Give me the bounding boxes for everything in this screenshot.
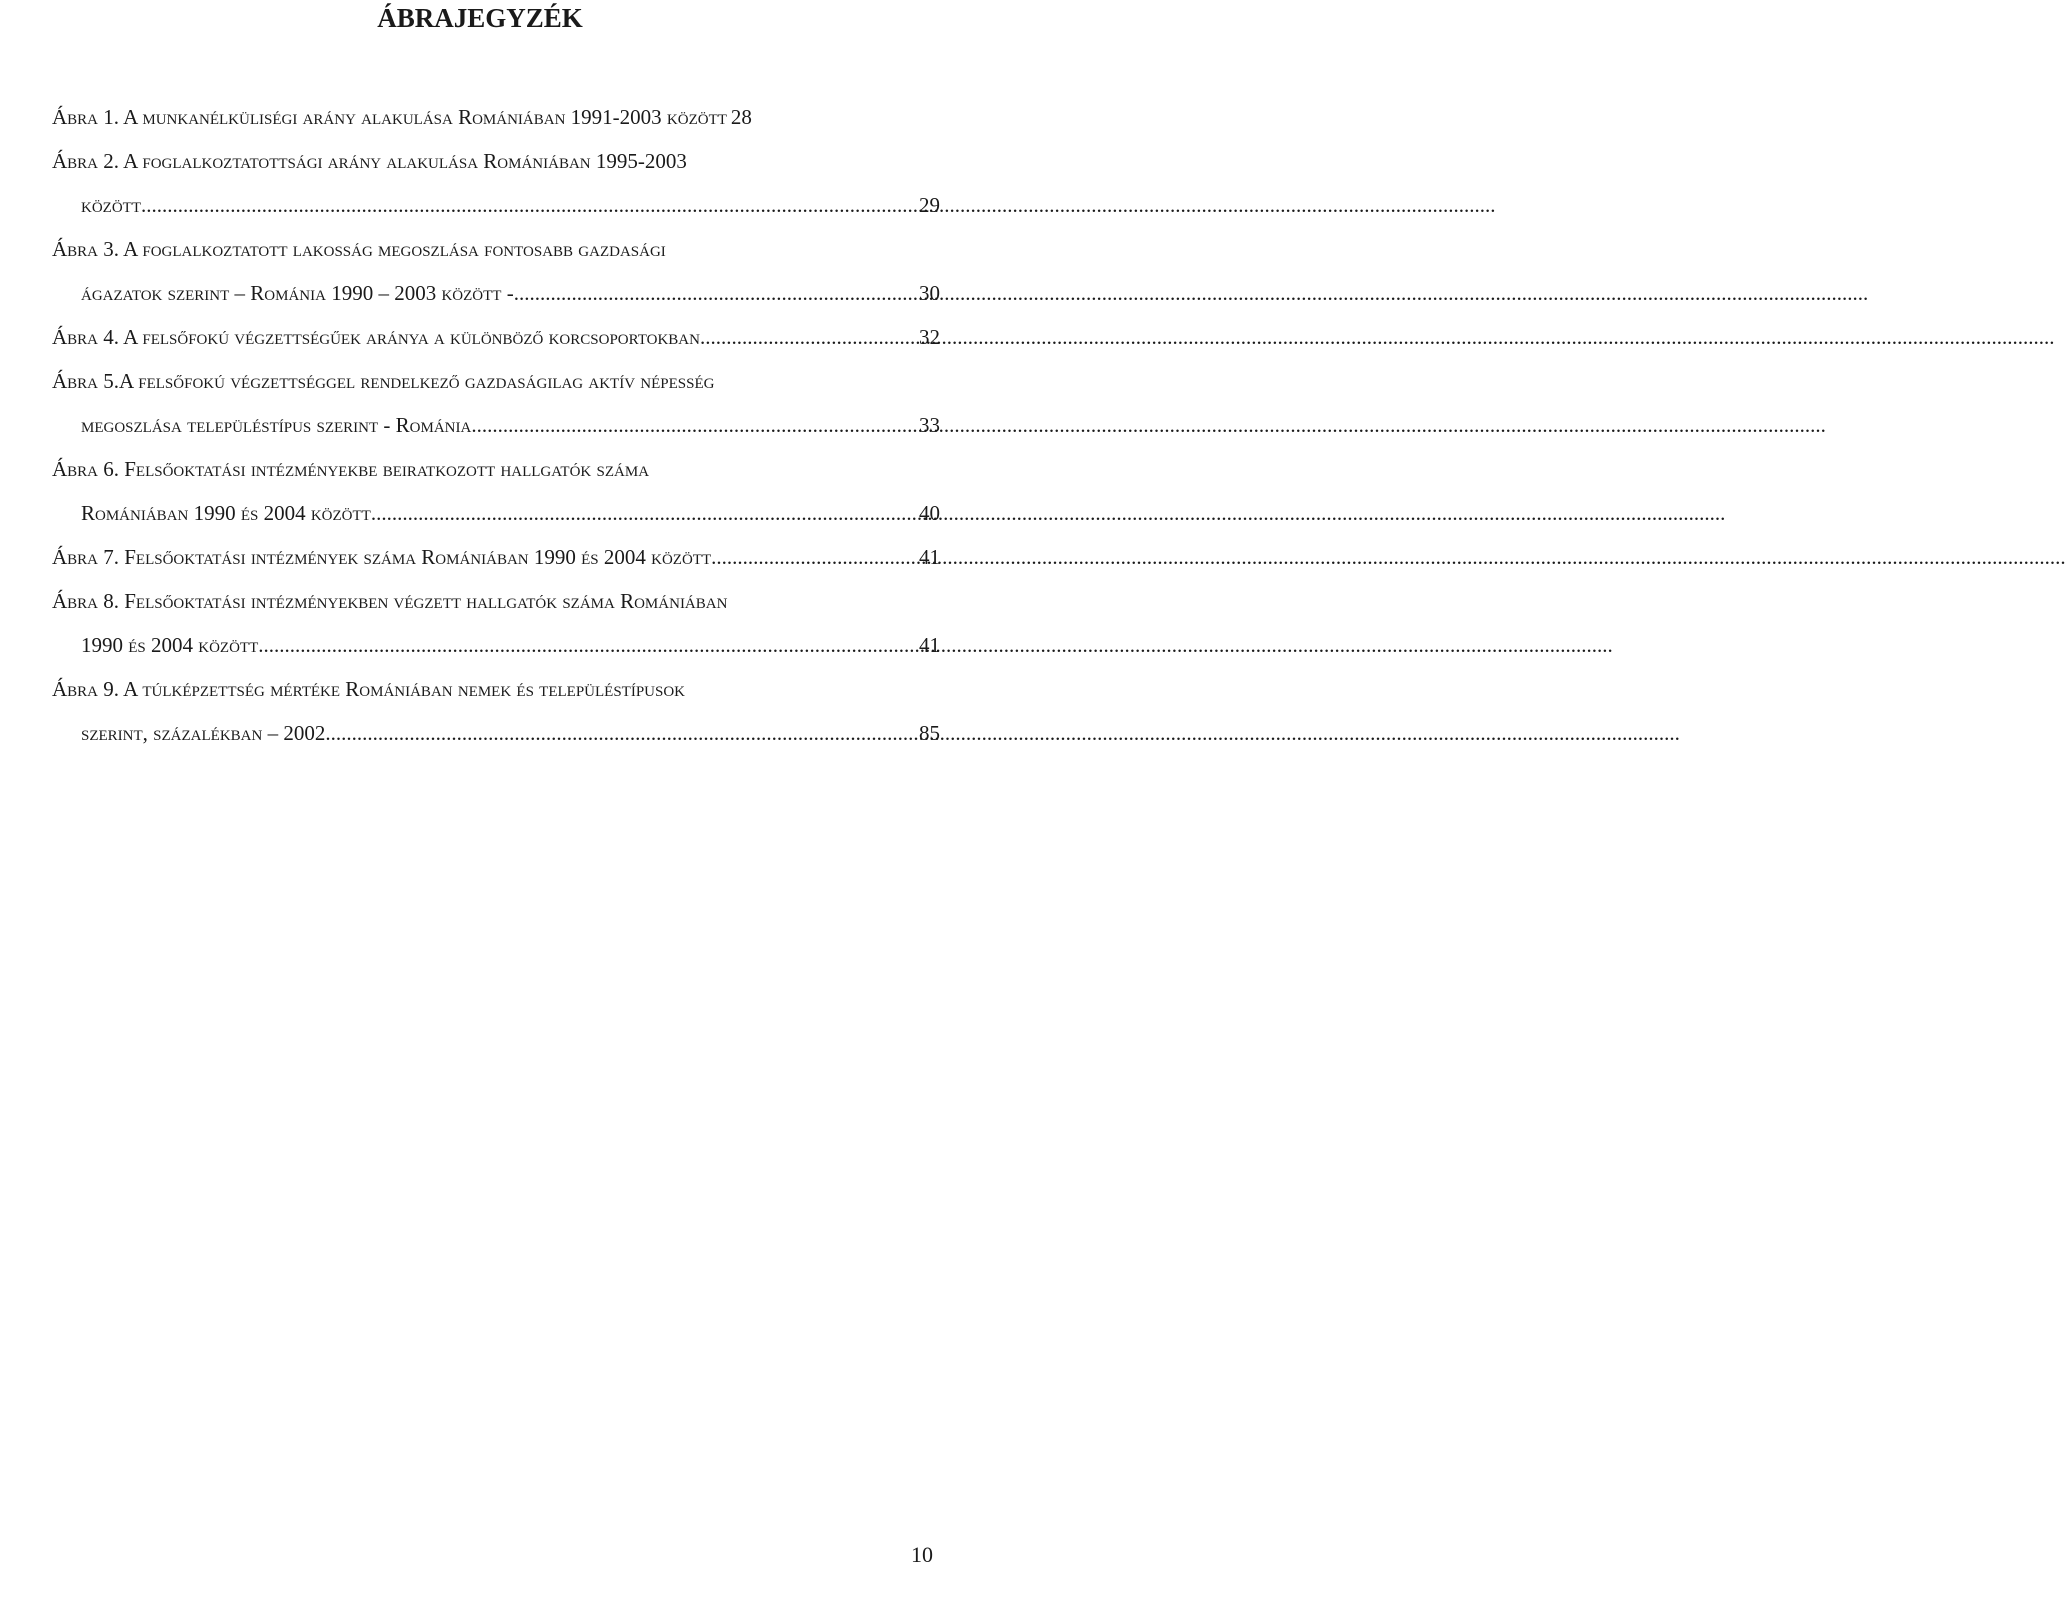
toc-entry-title-continued: megoszlása településtípus szerint - Románia <box>81 413 472 437</box>
toc-entry-page: 41 <box>919 633 940 657</box>
toc-entry-title-continued: között <box>81 193 141 217</box>
dot-leader <box>514 271 915 315</box>
toc-entry-2[interactable] <box>52 139 940 227</box>
toc-entry-page: 33 <box>919 413 940 437</box>
toc-entry-title-continued: Romániában 1990 és 2004 között <box>81 501 371 525</box>
toc-entry-title: Ábra 1. A munkanélküliségi arány alakulása Romániában 1991-2003 között <box>52 105 727 129</box>
dot-leader <box>371 491 915 535</box>
toc-entry-title: Ábra 6. Felsőoktatási intézményekbe beiratkozott hallgatók száma <box>52 457 650 481</box>
page-number: 10 <box>911 1542 933 1567</box>
toc-entry-page: 32 <box>919 325 940 349</box>
dot-leader <box>141 183 915 227</box>
dot-leader <box>711 535 915 579</box>
toc-entry-1[interactable] <box>52 95 940 139</box>
figure-list <box>52 95 940 755</box>
toc-entry-5[interactable] <box>52 359 940 447</box>
dot-leader <box>700 315 915 359</box>
toc-entry-title: Ábra 7. Felsőoktatási intézmények száma Romániában 1990 és 2004 között <box>52 545 712 569</box>
toc-entry-title-continued: szerint, százalékban – 2002 <box>81 721 326 745</box>
toc-entry-title: Ábra 3. A foglalkoztatott lakosság megoszlása fontosabb gazdasági <box>52 237 666 261</box>
toc-entry-page: 29 <box>919 193 940 217</box>
page-title: ÁBRAJEGYZÉK <box>377 3 583 33</box>
toc-entry-page: 28 <box>730 105 752 129</box>
toc-entry-title: Ábra 2. A foglalkoztatottsági arány alakulása Romániában 1995-2003 <box>52 149 687 173</box>
toc-entry-title: Ábra 8. Felsőoktatási intézményekben végzett hallgatók száma Romániában <box>52 589 728 613</box>
toc-entry-title: Ábra 9. A túlképzettség mértéke Romániában nemek és településtípusok <box>52 677 686 701</box>
dot-leader <box>258 623 915 667</box>
toc-entry-page: 85 <box>919 721 940 745</box>
toc-entry-title: Ábra 5.A felsőfokú végzettséggel rendelkező gazdaságilag aktív népesség <box>52 369 715 393</box>
toc-entry-title: Ábra 4. A felsőfokú végzettségűek aránya a különböző korcsoportokban <box>52 325 700 349</box>
toc-entry-7[interactable] <box>52 535 940 579</box>
toc-entry-title-continued: 1990 és 2004 között <box>81 633 259 657</box>
toc-entry-page: 40 <box>919 501 940 525</box>
toc-entry-6[interactable] <box>52 447 940 535</box>
toc-entry-4[interactable] <box>52 315 940 359</box>
toc-entry-8[interactable] <box>52 579 940 667</box>
toc-entry-page: 30 <box>919 281 940 305</box>
dot-leader <box>471 403 915 447</box>
toc-entry-page: 41 <box>919 545 940 569</box>
toc-entry-title-continued: ágazatok szerint – Románia 1990 – 2003 között - <box>81 281 514 305</box>
toc-entry-3[interactable] <box>52 227 940 315</box>
toc-entry-9[interactable] <box>52 667 940 755</box>
dot-leader <box>325 711 915 755</box>
